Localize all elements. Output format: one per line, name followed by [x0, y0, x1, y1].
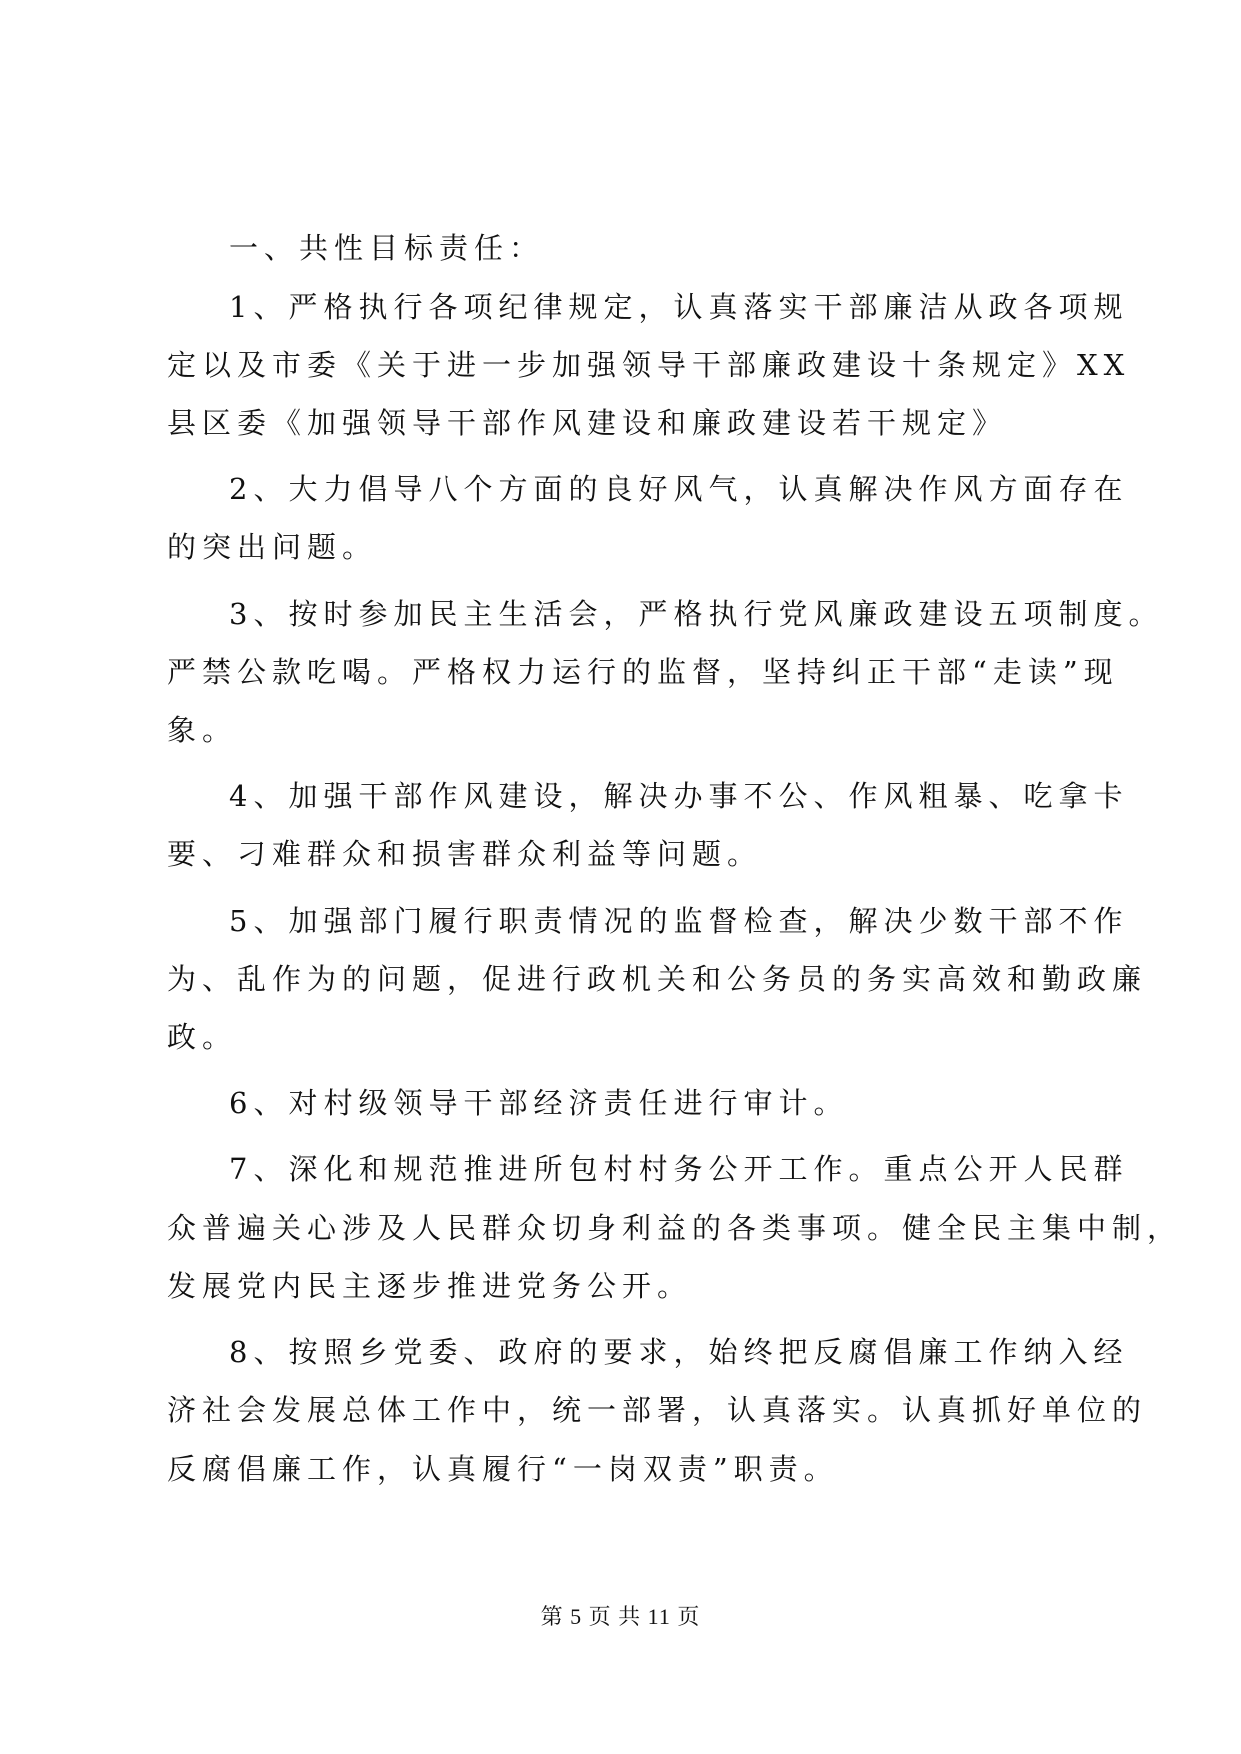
text-line: 济社会发展总体工作中，统一部署，认真落实。认真抓好单位的 [167, 1393, 1148, 1427]
text-line: 政。 [167, 1020, 238, 1054]
text-line: 8、按照乡党委、政府的要求，始终把反腐倡廉工作纳入经 [229, 1335, 1129, 1369]
section-heading: 一、共性目标责任： [229, 231, 545, 265]
text-line: 发展党内民主逐步推进党务公开。 [167, 1269, 693, 1303]
text-line: 1、严格执行各项纪律规定，认真落实干部廉洁从政各项规 [229, 290, 1129, 324]
text-line: 7、深化和规范推进所包村村务公开工作。重点公开人民群 [229, 1152, 1129, 1186]
text-line: 为、乱作为的问题，促进行政机关和公务员的务实高效和勤政廉 [167, 962, 1148, 996]
text-line: 反腐倡廉工作，认真履行“一岗双责”职责。 [167, 1452, 839, 1486]
text-line: 2、大力倡导八个方面的良好风气，认真解决作风方面存在 [229, 472, 1129, 506]
text-line: 4、加强干部作风建设，解决办事不公、作风粗暴、吃拿卡 [229, 779, 1129, 813]
text-line: 5、加强部门履行职责情况的监督检查，解决少数干部不作 [229, 904, 1129, 938]
text-line: 3、按时参加民主生活会，严格执行党风廉政建设五项制度。 [229, 597, 1164, 631]
text-line: 象。 [167, 713, 238, 747]
text-line: 县区委《加强领导干部作风建设和廉政建设若干规定》 [167, 406, 1008, 440]
text-line: 定以及市委《关于进一步加强领导干部廉政建设十条规定》XX [167, 348, 1131, 382]
text-line: 要、刁难群众和损害群众利益等问题。 [167, 837, 763, 871]
page-number-footer: 第 5 页 共 11 页 [540, 1604, 701, 1629]
text-line: 众普遍关心涉及人民群众切身利益的各类事项。健全民主集中制， [167, 1211, 1183, 1245]
text-line: 严禁公款吃喝。严格权力运行的监督，坚持纠正干部“走读”现 [167, 655, 1119, 689]
text-line: 6、对村级领导干部经济责任进行审计。 [229, 1086, 849, 1120]
text-line: 的突出问题。 [167, 530, 378, 564]
